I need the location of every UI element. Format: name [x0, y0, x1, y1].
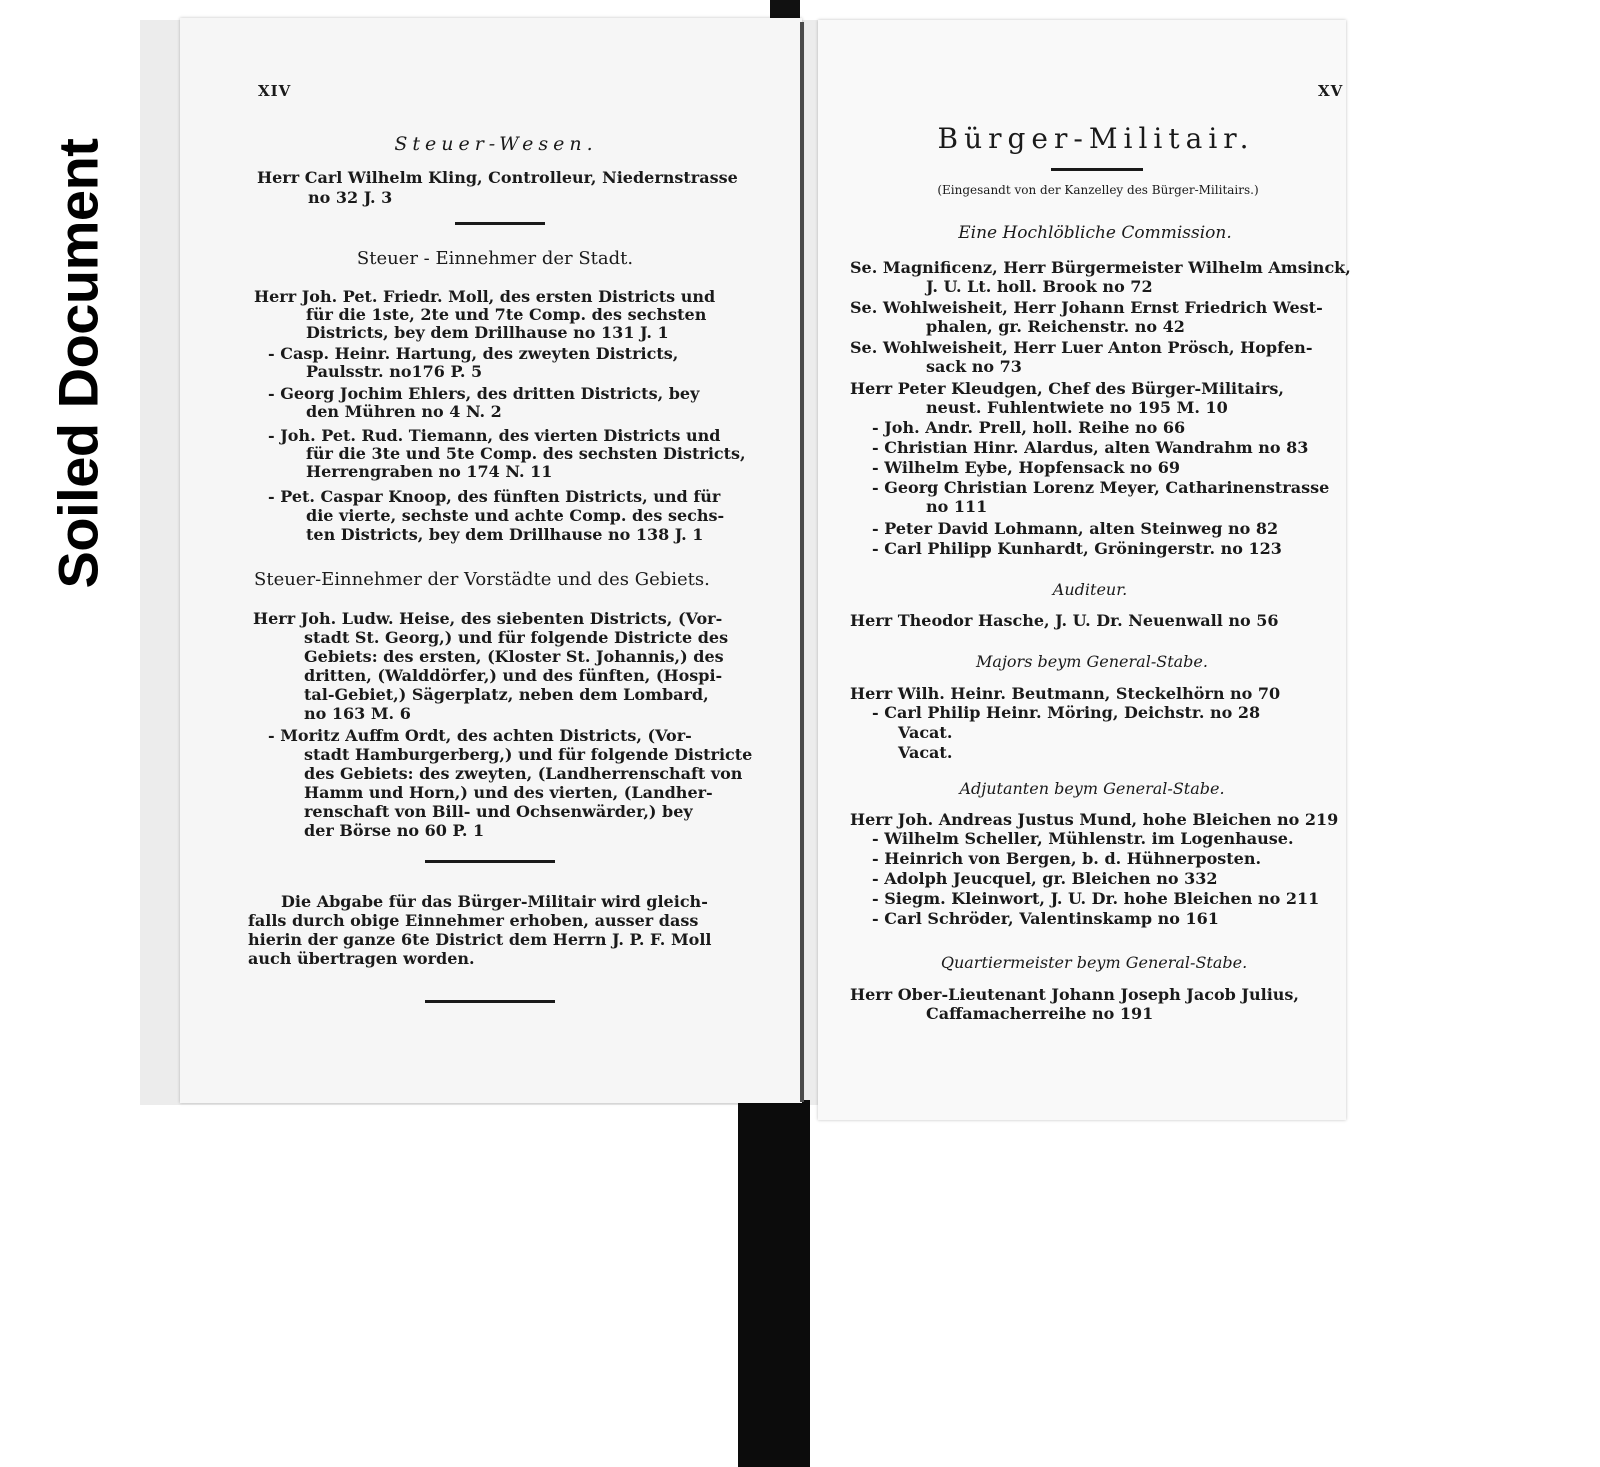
city-line: - Joh. Pet. Rud. Tiemann, des vierten Districts und: [268, 426, 721, 445]
city-line: - Pet. Caspar Knoop, des fünften Districts, und für: [268, 487, 721, 506]
subtitle-source: (Eingesandt von der Kanzelley des Bürger-Militairs.): [937, 183, 1259, 197]
section-title-suburb-collectors: Steuer-Einnehmer der Vorstädte und des Gebiets.: [254, 569, 710, 590]
city-line: Districts, bey dem Drillhause no 131 J. 1: [306, 323, 669, 342]
note-line: auch übertragen worden.: [248, 949, 475, 968]
commission-line: - Georg Christian Lorenz Meyer, Catharinenstrasse: [872, 478, 1330, 497]
binding-strip-bottom: [738, 1100, 810, 1467]
section-title-city-collectors: Steuer - Einnehmer der Stadt.: [356, 248, 634, 269]
commission-line: - Carl Philipp Kunhardt, Gröningerstr. no 123: [872, 539, 1282, 558]
suburb-line: Gebiets: des ersten, (Kloster St. Johannis,) des: [304, 647, 724, 666]
city-line: - Georg Jochim Ehlers, des dritten Districts, bey: [268, 384, 700, 403]
adjutanten-line: - Wilhelm Scheller, Mühlenstr. im Logenhause.: [872, 829, 1294, 848]
commission-line: - Peter David Lohmann, alten Steinweg no 82: [872, 519, 1279, 538]
commission-line: - Wilhelm Eybe, Hopfensack no 69: [872, 458, 1181, 477]
page-gutter: [800, 22, 804, 1102]
suburb-line: Hamm und Horn,) und des vierten, (Landher-: [304, 783, 713, 802]
suburb-line: dritten, (Walddörfer,) und des fünften, (Hospi-: [304, 666, 723, 685]
note-line: falls durch obige Einnehmer erhoben, ausser dass: [248, 911, 699, 930]
majors-line: Herr Wilh. Heinr. Beutmann, Steckelhörn no 70: [850, 684, 1281, 703]
commission-line: Herr Peter Kleudgen, Chef des Bürger-Militairs,: [850, 379, 1284, 398]
divider: [425, 1000, 555, 1003]
auditeur-line: Herr Theodor Hasche, J. U. Dr. Neuenwall no 56: [850, 611, 1279, 630]
city-line: für die 1ste, 2te und 7te Comp. des sechsten: [306, 305, 707, 324]
majors-line: Vacat.: [898, 723, 953, 742]
controller-line-2: no 32 J. 3: [308, 188, 393, 207]
divider: [425, 860, 555, 863]
majors-line: Vacat.: [898, 743, 953, 762]
city-line: Herrengraben no 174 N. 11: [306, 462, 553, 481]
adjutanten-line: - Heinrich von Bergen, b. d. Hühnerposten.: [872, 849, 1262, 868]
controller-line-1: Herr Carl Wilhelm Kling, Controlleur, Niedernstrasse: [257, 168, 738, 187]
note-line: hierin der ganze 6te District dem Herrn J. P. F. Moll: [248, 930, 712, 949]
commission-line: Se. Wohlweisheit, Herr Luer Anton Prösch, Hopfen-: [850, 338, 1313, 357]
adjutanten-line: - Siegm. Kleinwort, J. U. Dr. hohe Bleichen no 211: [872, 889, 1320, 908]
commission-line: - Joh. Andr. Prell, holl. Reihe no 66: [872, 418, 1186, 437]
suburb-line: - Moritz Auffm Ordt, des achten Districts, (Vor-: [268, 726, 692, 745]
suburb-line: stadt St. Georg,) und für folgende Districte des: [304, 628, 729, 647]
city-line: ten Districts, bey dem Drillhause no 138 J. 1: [306, 525, 704, 544]
suburb-line: tal-Gebiet,) Sägerplatz, neben dem Lombard,: [304, 685, 709, 704]
stamp-text: Soiled Document: [46, 138, 110, 588]
suburb-line: stadt Hamburgerberg,) und für folgende Districte: [304, 745, 753, 764]
commission-line: Se. Wohlweisheit, Herr Johann Ernst Friedrich West-: [850, 298, 1323, 317]
note-line: Die Abgabe für das Bürger-Militair wird gleich-: [281, 892, 708, 911]
city-line: den Mühren no 4 N. 2: [306, 402, 502, 421]
city-line: für die 3te und 5te Comp. des sechsten Districts,: [306, 444, 746, 463]
commission-line: neust. Fuhlentwiete no 195 M. 10: [926, 398, 1228, 417]
adjutanten-line: - Adolph Jeucquel, gr. Bleichen no 332: [872, 869, 1218, 888]
divider: [1051, 168, 1143, 171]
commission-line: sack no 73: [926, 357, 1022, 376]
city-line: Herr Joh. Pet. Friedr. Moll, des ersten Districts und: [254, 287, 716, 306]
auditeur-title: Auditeur.: [1052, 580, 1128, 599]
adjutanten-line: Herr Joh. Andreas Justus Mund, hohe Bleichen no 219: [850, 810, 1339, 829]
majors-title: Majors beym General-Stabe.: [976, 652, 1208, 671]
commission-title: Eine Hochlöbliche Commission.: [958, 223, 1232, 243]
suburb-line: der Börse no 60 P. 1: [304, 821, 485, 840]
commission-line: phalen, gr. Reichenstr. no 42: [926, 317, 1185, 336]
adjutanten-title: Adjutanten beym General-Stabe.: [959, 779, 1225, 798]
commission-line: no 111: [926, 497, 988, 516]
suburb-line: no 163 M. 6: [304, 704, 411, 723]
section-title-steuer-wesen: Steuer-Wesen.: [394, 133, 598, 155]
commission-line: Se. Magnificenz, Herr Bürgermeister Wilhelm Amsinck,: [850, 258, 1351, 277]
majors-line: - Carl Philip Heinr. Möring, Deichstr. no 28: [872, 703, 1261, 722]
commission-line: - Christian Hinr. Alardus, alten Wandrahm no 83: [872, 438, 1309, 457]
right-page-number: XV: [1318, 82, 1344, 100]
commission-line: J. U. Lt. holl. Brook no 72: [926, 277, 1153, 296]
left-page-number: XIV: [258, 82, 292, 100]
suburb-line: Herr Joh. Ludw. Heise, des siebenten Districts, (Vor-: [253, 609, 723, 628]
city-line: - Casp. Heinr. Hartung, des zweyten Districts,: [268, 344, 679, 363]
page-title-buerger-militair: Bürger-Militair.: [937, 122, 1255, 155]
divider: [455, 222, 545, 225]
suburb-line: renschaft von Bill- und Ochsenwärder,) bey: [304, 802, 693, 821]
quartiermeister-line: Herr Ober-Lieutenant Johann Joseph Jacob Julius,: [850, 985, 1299, 1004]
city-line: Paulsstr. no176 P. 5: [306, 362, 483, 381]
quartiermeister-line: Caffamacherreihe no 191: [926, 1004, 1154, 1023]
adjutanten-line: - Carl Schröder, Valentinskamp no 161: [872, 909, 1219, 928]
quartiermeister-title: Quartiermeister beym General-Stabe.: [940, 953, 1248, 972]
suburb-line: des Gebiets: des zweyten, (Landherrenschaft von: [304, 764, 743, 783]
city-line: die vierte, sechste und achte Comp. des sechs-: [306, 506, 725, 525]
soiled-document-stamp: [44, 108, 112, 618]
